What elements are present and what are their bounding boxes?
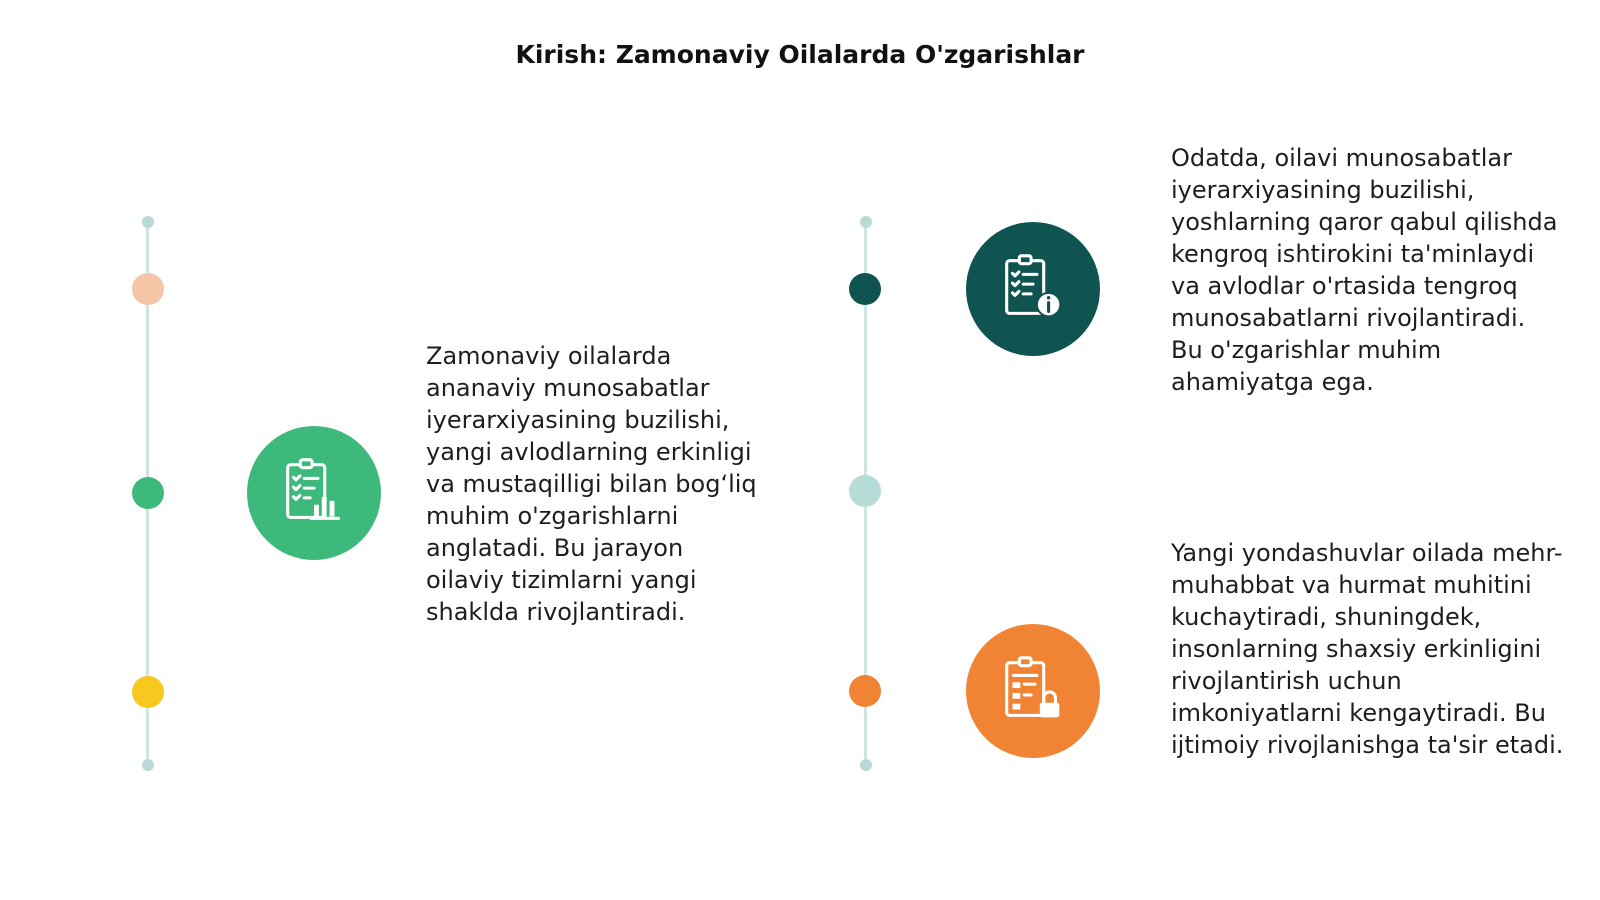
timeline-end-dot-left [142,759,154,771]
timeline-node-light-teal [849,475,881,507]
description-text-1: Zamonaviy oilalarda ananaviy munosabatlar iyerarxiyasining buzilishi, yangi avlodlarning erkinligi va mustaqilligi bilan bog‘liq muhim o'zgarishlarni anglatadi. Bu jarayon oilaviy tizimlarni yangi shaklda rivojlantiradi. [426,342,757,626]
timeline-node-orange [849,675,881,707]
clipboard-lock-icon [966,624,1100,758]
clipboard-chart-icon [247,426,381,560]
timeline-start-dot-middle [860,216,872,228]
timeline-node-peach [132,273,164,305]
timeline-end-dot-middle [860,759,872,771]
page-title: Kirish: Zamonaviy Oilalarda O'zgarishlar [515,40,1085,69]
timeline-node-yellow [132,676,164,708]
timeline-start-dot-left [142,216,154,228]
clipboard-info-icon [966,222,1100,356]
description-text-3: Yangi yondashuvlar oilada mehr-muhabbat va hurmat muhitini kuchaytiradi, shuningdek, insonlarning shaxsiy erkinligini rivojlantirish uchun imkoniyatlarni kengaytiradi. Bu ijtimoiy rivojlanishga ta'sir etadi. [1171,539,1564,759]
description-text-2: Odatda, oilavi munosabatlar iyerarxiyasining buzilishi, yoshlarning qaror qabul qilishda kengroq ishtirokini ta'minlaydi va avlodlar o'rtasida tengroq munosabatlarni rivojlantiradi. Bu o'zgarishlar muhim ahamiyatga ega. [1171,144,1558,396]
timeline-node-dark-teal [849,273,881,305]
timeline-node-green [132,477,164,509]
